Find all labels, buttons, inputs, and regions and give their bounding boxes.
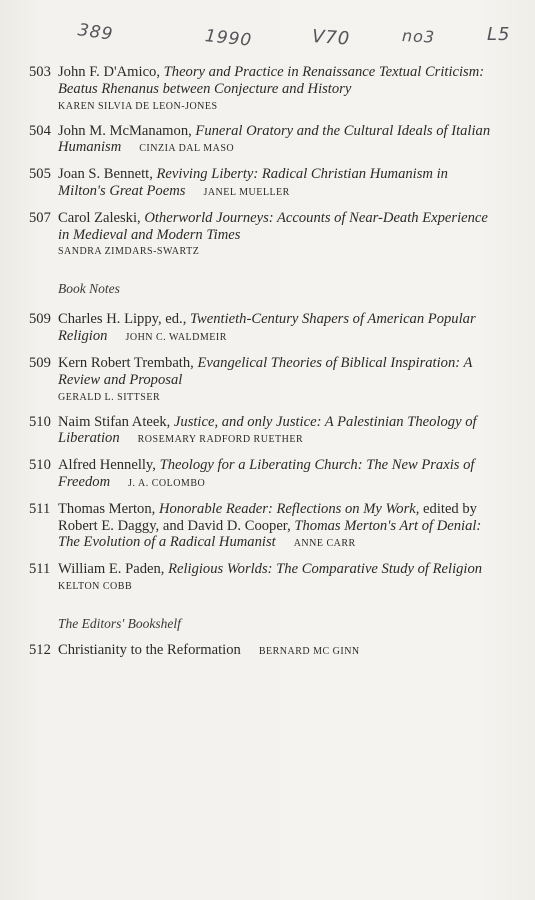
toc-entry bbox=[0, 210, 535, 261]
entry-title: Evangelical Theories of Biblical Inspiration: A Review and Proposal bbox=[58, 354, 473, 388]
entry-title: Otherworld Journeys: Accounts of Near-Death Experience in Medieval and Modern Times bbox=[58, 209, 488, 243]
entry-title: Religious Worlds: The Comparative Study of Religion bbox=[168, 561, 483, 578]
entry-title: Reviving Liberty: Radical Christian Humanism in Milton's Great Poems bbox=[58, 166, 448, 199]
entry-author: Joan S. Bennett, bbox=[58, 166, 157, 183]
entry-reviewer: JANEL MUELLER bbox=[203, 186, 290, 198]
entry-title: Justice, and only Justice: A Palestinian Theology of Liberation bbox=[58, 413, 477, 447]
entry-editors: edited by Robert E. Daggy, and David D. Cooper, bbox=[58, 500, 477, 534]
entry-reviewer: ANNE CARR bbox=[293, 538, 356, 550]
toc-entry bbox=[0, 311, 535, 347]
entry-reviewer: SANDRA ZIMDARS-SWARTZ bbox=[58, 246, 200, 258]
entry-title: Honorable Reader: Reflections on My Work, bbox=[158, 500, 420, 517]
handwritten-note: no3 bbox=[401, 26, 436, 47]
handwritten-note: 389 bbox=[76, 20, 115, 45]
entry-reviewer: GERALD L. SITTSER bbox=[58, 391, 161, 403]
entry-reviewer: JOHN C. WALDMEIR bbox=[125, 332, 227, 344]
entry-reviewer: KAREN SILVIA DE LEON-JONES bbox=[58, 100, 218, 112]
entry-reviewer: J. A. COLOMBO bbox=[128, 477, 206, 489]
entry-author: William E. Paden, bbox=[58, 561, 169, 578]
toc-entry bbox=[0, 355, 535, 406]
toc-entry bbox=[0, 166, 535, 202]
toc-entry bbox=[0, 64, 535, 115]
toc-entry bbox=[0, 501, 535, 553]
entry-reviewer: ROSEMARY RADFORD RUETHER bbox=[137, 434, 304, 446]
entry-title: Theology for a Liberating Church: The New Praxis of Freedom bbox=[58, 457, 475, 490]
section-heading-editors-bookshelf: The Editors' Bookshelf bbox=[58, 615, 181, 631]
entry-title-second: Thomas Merton's Art of Denial: The Evolution of a Radical Humanist bbox=[58, 517, 482, 551]
table-of-contents bbox=[0, 64, 535, 661]
page-number: 511 bbox=[29, 500, 51, 517]
toc-entry bbox=[0, 457, 535, 493]
page-number: 510 bbox=[29, 413, 51, 430]
toc-entry bbox=[0, 642, 535, 661]
entry-author: John M. McManamon, bbox=[58, 122, 196, 139]
entry-title: Twentieth-Century Shapers of American Popular Religion bbox=[58, 311, 476, 345]
entry-title: Funeral Oratory and the Cultural Ideals of Italian Humanism bbox=[58, 122, 491, 156]
entry-title: Theory and Practice in Renaissance Textual Criticism: Beatus Rhenanus between Conjecture and History bbox=[58, 64, 485, 97]
entry-author: Carol Zaleski, bbox=[58, 209, 145, 226]
entry-reviewer: CINZIA DAL MASO bbox=[139, 143, 235, 155]
toc-entry bbox=[0, 561, 535, 595]
toc-entry bbox=[0, 123, 535, 159]
entry-author: Thomas Merton, bbox=[58, 500, 159, 517]
entry-author: Kern Robert Trembath, bbox=[58, 354, 198, 371]
page-number: 507 bbox=[29, 209, 51, 226]
toc-entry bbox=[0, 414, 535, 450]
page-number: 511 bbox=[29, 561, 51, 578]
entry-author: Alfred Hennelly, bbox=[58, 457, 160, 474]
page-number: 503 bbox=[29, 64, 51, 80]
entry-reviewer: KELTON COBB bbox=[58, 580, 133, 592]
entry-author: Charles H. Lippy, ed., bbox=[58, 311, 190, 328]
handwritten-note: V70 bbox=[311, 26, 351, 50]
handwritten-notes bbox=[0, 20, 535, 60]
page-number: 505 bbox=[29, 166, 51, 183]
handwritten-note: L5 bbox=[487, 24, 511, 45]
page-number: 509 bbox=[29, 311, 51, 328]
entry-title: Christianity to the Reformation bbox=[58, 641, 241, 658]
page-number: 510 bbox=[29, 457, 51, 474]
entry-author: Naim Stifan Ateek, bbox=[58, 413, 174, 430]
page-number: 512 bbox=[29, 641, 51, 658]
page-number: 509 bbox=[29, 354, 51, 371]
handwritten-note: 1990 bbox=[203, 26, 254, 51]
entry-author: John F. D'Amico, bbox=[58, 64, 164, 80]
section-heading-book-notes: Book Notes bbox=[58, 281, 120, 297]
entry-reviewer: BERNARD MC GINN bbox=[258, 645, 360, 657]
page-number: 504 bbox=[29, 122, 51, 139]
